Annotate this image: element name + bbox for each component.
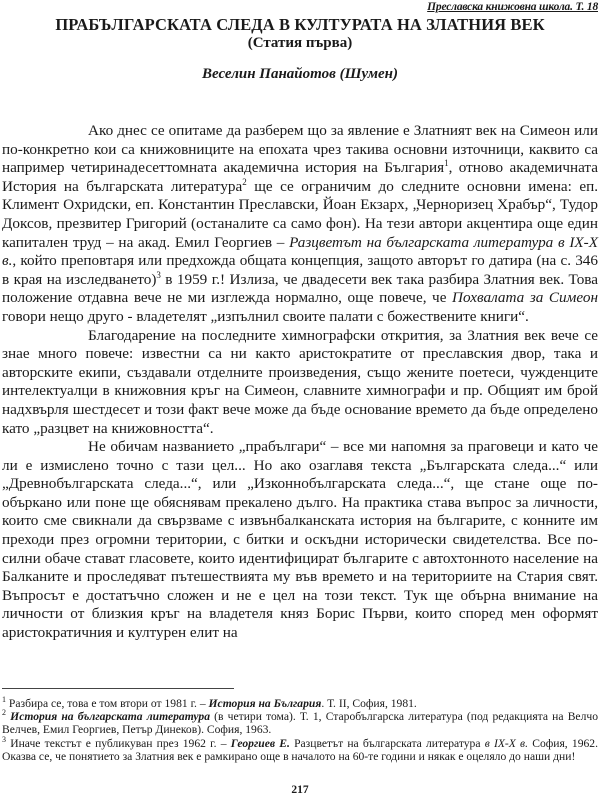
text-run: Разцветът на българската литература xyxy=(289,736,485,750)
footnote-ref-1[interactable]: 1 xyxy=(444,158,449,169)
text-run: Разбира се, това е том втори от 1981 г. – xyxy=(8,697,209,710)
footnote-number: 2 xyxy=(2,708,6,718)
paragraph-2: Благодарение на последните химнографски открития, за Златния век вече се знае много повече: известни са ни както аристократите от преславския двор, така и авторските екипи, създавали отделните произведения, също жените поетеси, чужденците интелектуалци в книжовния кръг на Симеон, славните химнографи и пр. Общият им брой надхвърля шестдесет и този факт вече може да бъде основание времето да бъде определено като „разцвет на книжовността“. xyxy=(2,326,598,437)
article-author: Веселин Панайотов (Шумен) xyxy=(201,66,398,82)
footnote-1 xyxy=(2,697,598,710)
text-run: София, 1962. Оказва се, че понятието за Златния век е рамкирано още в началото на 60-те години и някак е оцеляло до наши дни! xyxy=(2,736,598,763)
text-run: , отново академичната История на българската литература xyxy=(2,159,598,195)
text-run: говори нещо друго - владетелят „изпълнил своите палати с божествените книги“. xyxy=(2,307,529,325)
cited-author: Георгиев Е. xyxy=(230,736,290,750)
text-run: . Т. II, София, 1981. xyxy=(321,697,417,710)
cited-title: История на българската литература xyxy=(10,710,211,724)
cited-title-italic: в IX-X в. xyxy=(484,736,528,750)
paragraph-1 xyxy=(2,122,598,327)
text-run: Ако днес се опитаме да разберем що за явление е Златният век на Симеон или по-конкретно кои са книжовниците на епохата чрез такива основни източници, каквито са например четиринадесеттомната академична история на България xyxy=(2,122,598,177)
running-head: Преславска книжовна школа. Т. 18 xyxy=(427,1,598,13)
footnote-ref-2[interactable]: 2 xyxy=(242,176,247,187)
book-title-italic: Разцветът на българската литература в IX-X в. xyxy=(2,233,598,270)
footnote-separator xyxy=(2,688,234,689)
text-run: в 1959 г.! Излиза, че двадесети век така разбира Златния век. Това положение отдавна вече не ми изглежда нормално, още повече, че xyxy=(2,270,598,307)
text-run: ще се ограничим до следните основни имена: еп. Климент Охридски, еп. Константин Преславски, Йоан Екзарх, „Черноризец Храбър“, Тудор Доксов, презвитер Григорий (останалите са само фон). На тези автори акцентира още един капитален труд – на акад. Емил Георгиев – xyxy=(2,177,598,251)
footnote-ref-3[interactable]: 3 xyxy=(156,269,161,280)
text-run: Иначе текстът е публикуван през 1962 г. – xyxy=(10,736,231,750)
paragraph-3: Не обичам названието „прабългари“ – все ми напомня за праговеци и като че ли е измислено точно с тази цел... Но ако озаглавя текста „Българската следа...“ или „Древнобългарската следа...“, или „Изконнобългарската следа...“, ще стане още по-объркано или поне ще обяснявам прекалено дълго. На практика става въпрос за личности, които сме свикнали да свързваме с извънбалканската история на българите, с конните им преходи през огромни територии, с битки и оскъдни исторически свидетелства. Все по-силни обаче стават гласовете, които идентифицират българите с автохтонното население на Балканите и проследяват пътешествията му във времето и на териториите на Стария свят. Въпросът е достатъчно сложен и не е цел на този текст. Тук ще обърна внимание на личности от близкия кръг на владетеля княз Борис Първи, които според мен оформят аристократичния и културен елит на xyxy=(2,438,598,642)
text-run: (в четири тома). Т. 1, Старобългарска литература (под редакцията на Велчо Велчев, Емил Георгиев, Петър Динеков). София, 1963. xyxy=(2,710,598,737)
cited-title: История на България xyxy=(208,697,322,710)
page-number: 217 xyxy=(291,784,309,796)
footnote-number: 3 xyxy=(2,734,6,744)
article-body xyxy=(2,122,598,643)
article-title: ПРАБЪЛГАРСКАТА СЛЕДА В КУЛТУРАТА НА ЗЛАТНИЯ ВЕК xyxy=(55,15,545,34)
work-title-italic: Похвалата за Симеон xyxy=(452,289,598,307)
article-subtitle: (Статия първа) xyxy=(247,35,353,51)
text-run: , който преповтаря или предхожда общата концепция, защото авторът го датира (на с. 346 в края на изследването) xyxy=(2,252,598,288)
footnotes xyxy=(2,697,598,763)
footnote-3 xyxy=(2,734,598,763)
footnote-2 xyxy=(2,710,598,736)
footnote-number: 1 xyxy=(2,695,6,704)
